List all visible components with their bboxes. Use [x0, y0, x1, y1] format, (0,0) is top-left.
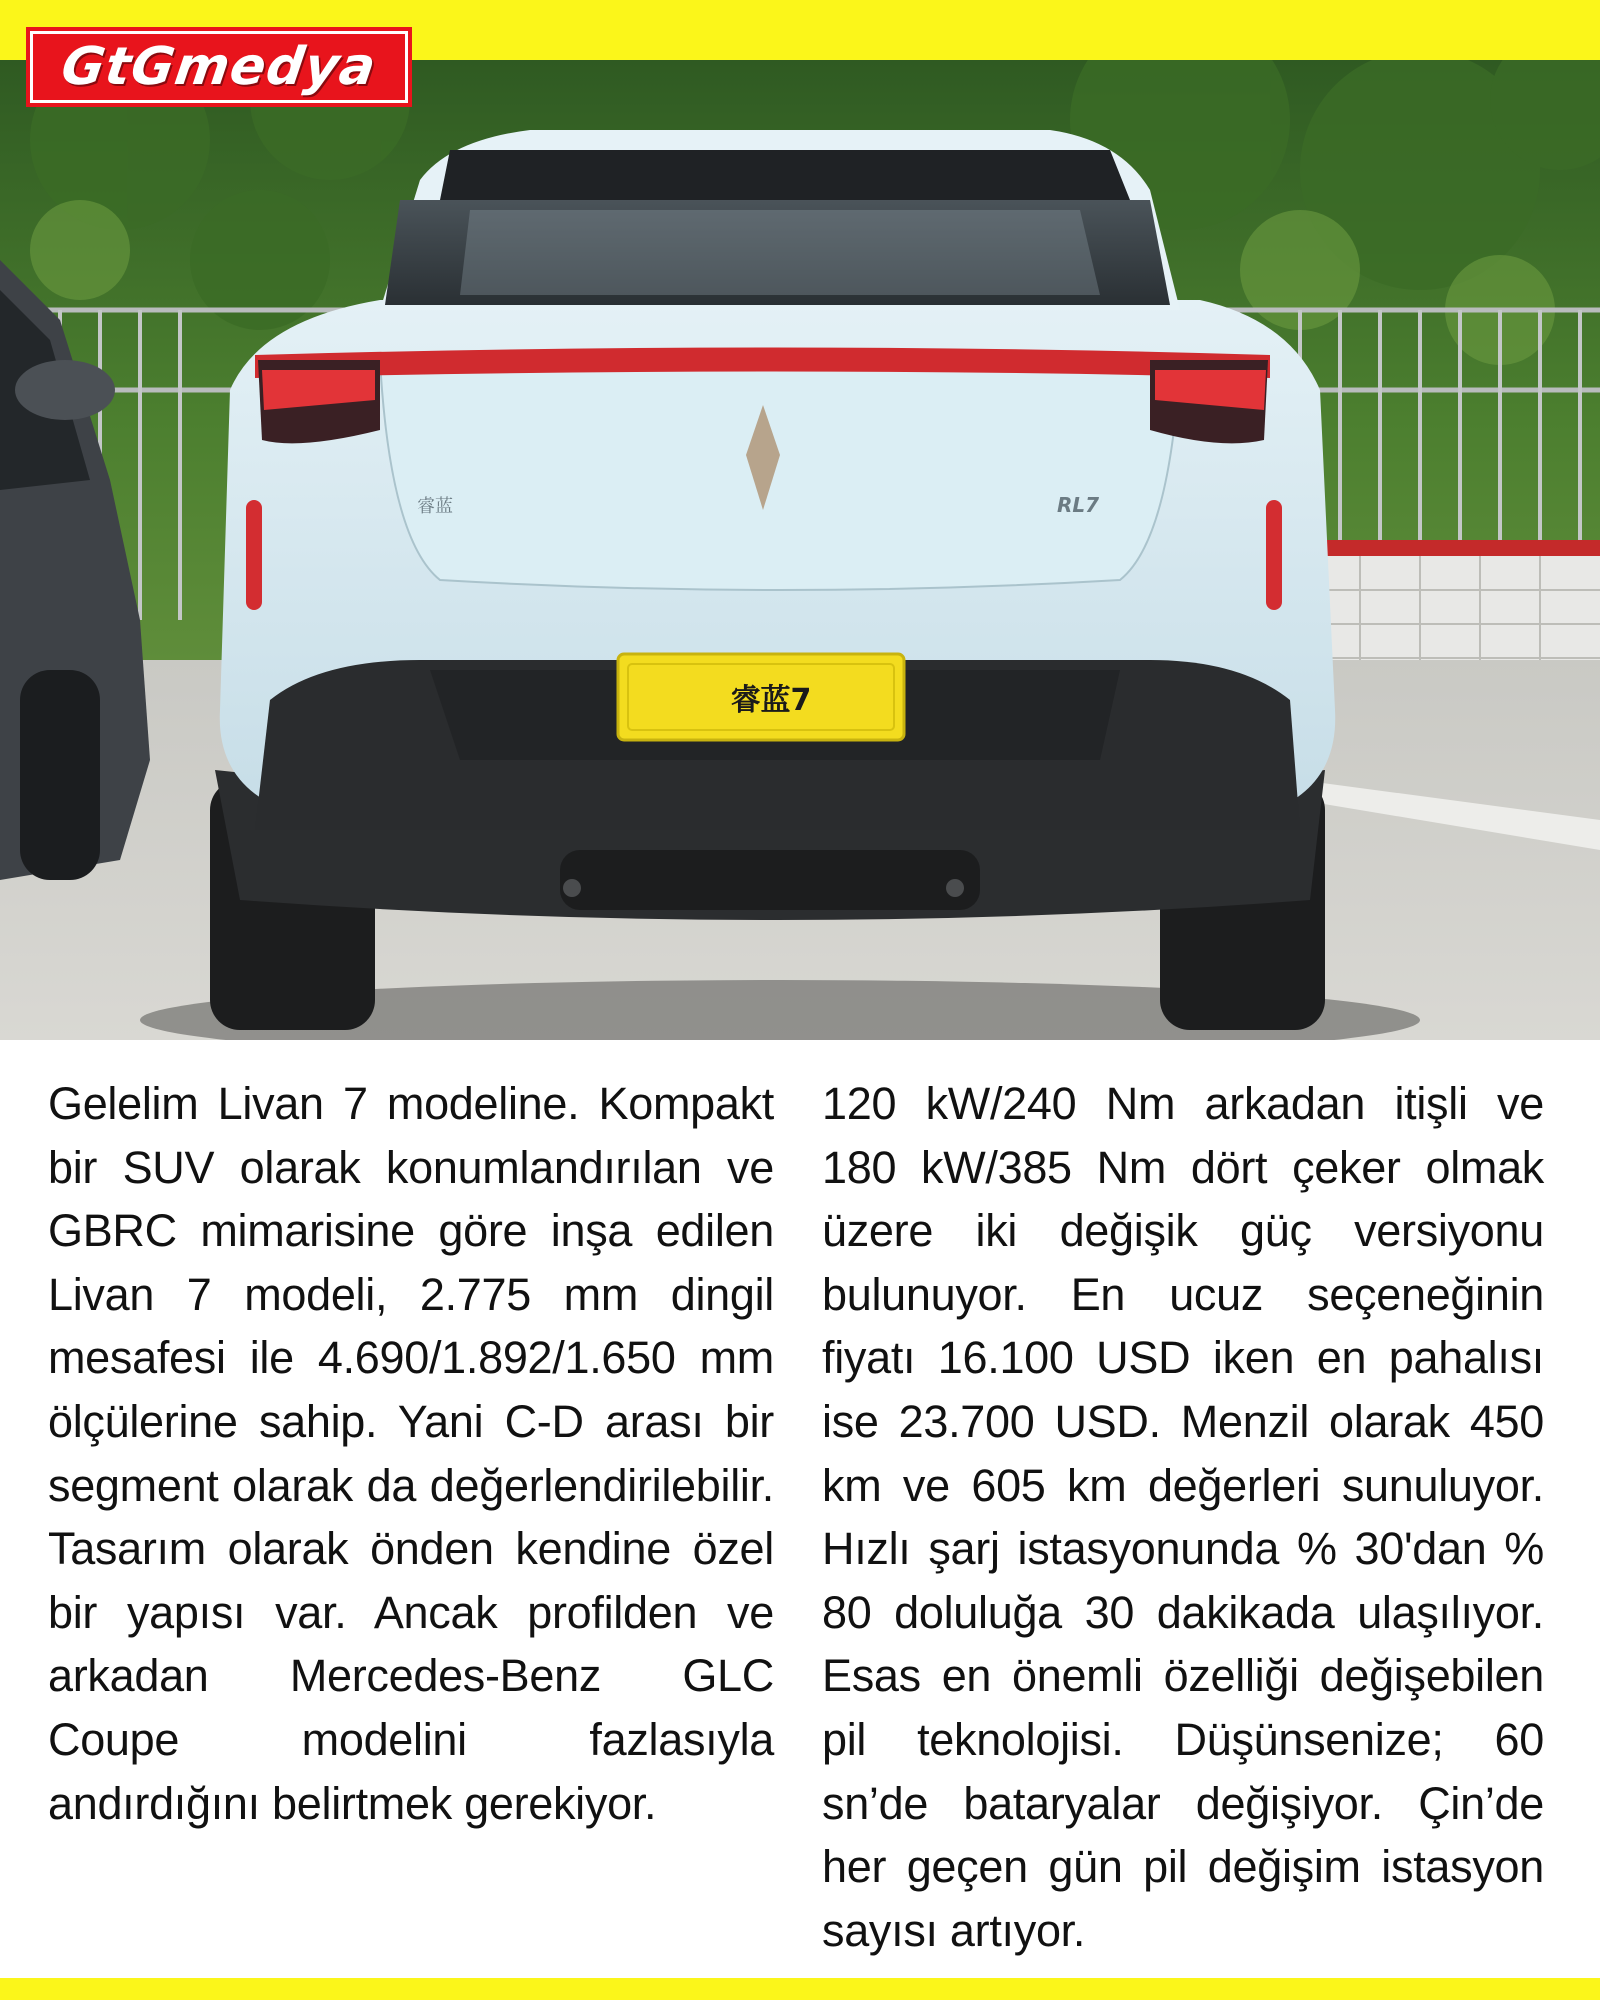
bottom-yellow-bar [0, 1978, 1600, 2000]
article-column-left: Gelelim Livan 7 modeline. Kompakt bir SUV olarak konumlandırılan ve GBRC mimarisine göre inşa edilen Livan 7 modeli, 2.775 mm dingil mesafesi ile 4.690/1.892/1.650 mm ölçülerine sahip. Yani C-D arası bir segment olarak da değerlendirilebilir. Tasarım olarak önden kendine özel bir yapısı var. Ancak profilden ve arkadan Mercedes-Benz GLC Coupe modelini fazlasıyla andırdığını belirtmek gerekiyor. [48, 1078, 774, 1829]
article-body [48, 1072, 1544, 1972]
gtgmedya-logo [26, 27, 412, 107]
car-rear-photo [0, 60, 1600, 1040]
logo-text: GtGmedya [57, 37, 381, 97]
rear-badge-left: 睿蓝 [417, 496, 453, 517]
article-column-right: 120 kW/240 Nm arkadan itişli ve 180 kW/385 Nm dört çeker olmak üzere iki değişik güç versiyonu bulunuyor. En ucuz seçeneğinin fiyatı 16.100 USD iken en pahalısı ise 23.700 USD. Menzil olarak 450 km ve 605 km değerleri sunuluyor. Hızlı şarj istasyonunda % 30'dan % 80 doluluğa 30 dakikada ulaşılıyor. Esas en önemli özelliği değişebilen pil teknolojisi. Düşünsenize; 60 sn’de bataryalar değişiyor. Çin’de her geçen gün pil değişim istasyon sayısı artıyor. [822, 1078, 1544, 1956]
rear-badge-right: RL7 [1056, 493, 1100, 517]
license-plate-text: 睿蓝7 [730, 683, 812, 718]
